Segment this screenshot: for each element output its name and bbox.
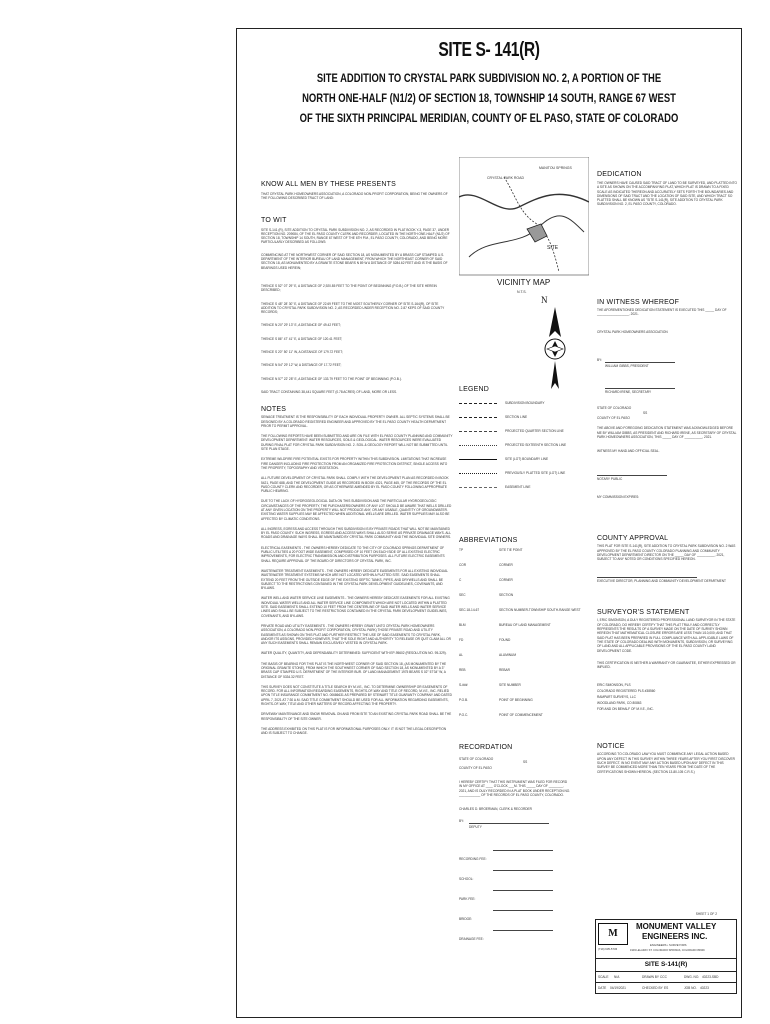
note-12: THE BASIS OF BEARING FOR THIS PLAT IS THE NORTHWEST CORNER OF SAID SECTION 18, (AS MONUMENTED BY THE ORIGINAL GRANITE STONE), FROM WHICH THE SOUTHWEST CORNER OF SAID SECTION 18, AS MONUMENTED BY A 3" BRASS CAP STAMPED U.S. DEPARTMENT OF THE INTERIOR BUR. OF LAND MANAGEMENT 1975 BEARS S 02° 57'34" W, A DISTANCE OF 5334.32 FEET.: [261, 661, 447, 679]
company-sub: ENGINEERS • SURVEYORS: [650, 943, 687, 947]
president-sign-line: [605, 362, 675, 363]
drawn-value: CCC: [660, 975, 667, 979]
sheet-number: SHEET 1 OF 2: [695, 912, 717, 916]
note-11: WATER QUALITY, QUANTITY, AND DEPENDABILITY DETERMINED: SUFFICIENT WITH EP-95602 (RESOLUTION NO. 95-329).: [261, 651, 447, 656]
note-8: WASTEWATER TREATMENT EASEMENTS - THE OWNERS HEREBY DEDICATE EASEMENTS FOR ALL EXISTING INDIVIDUAL WASTEWATER TREATMENT SYSTEMS WHICH ARE NOT LOCATED WITHIN A PLATTED SITE. SAID EASEMENTS SHALL EXTEND 20 FEET FROM THE OUTSIDE EDGE OF THE EXISTING SEPTIC TANKS, PIPES, AND DRYWELLS AND SHALL BE SUBJECT TO THE RESTRICTIONS CONTAINED IN THE CRYSTAL PARK DEVELOPMENT GUIDELINES, COVENANTS, AND BYLAWS.: [261, 568, 448, 591]
surveyor-heading: SURVEYOR'S STATEMENT: [597, 609, 690, 617]
surveyor-line: FOR AND ON BEHALF OF M.V.E., INC.: [597, 707, 654, 712]
county-sign-line: [597, 577, 697, 578]
dwg-value: 40223-SBD: [702, 975, 719, 979]
legend: [459, 386, 599, 499]
map-label-site: SITE: [547, 245, 559, 251]
dedication-text: THE OWNERS HAVE CAUSED SAID TRACT OF LAND TO BE SURVEYED, AND PLATTED INTO A SITE AS SHOWN ON THE ACCOMPANYING PLAT, WHICH PLAT IS DRAWN TO A FIXED SCALE AS INDICATED THEREON AND ACCURATELY SETS FORTH THE BOUNDARIES AND DIMENSIONS OF SAID TRACT AND THE LOCATION OF SAID SITE, AND WHICH TRACT SO PLATTED SHALL BE KNOWN AS "SITE S-141(R), SITE ADDITION TO CRYSTAL PARK SUBDIVISION NO. 2, EL PASO COUNTY, COLORADO.: [597, 181, 737, 207]
abbr-value: CORNER: [499, 578, 513, 582]
fee-row: [459, 867, 571, 885]
vicinity-map-scale: N.T.S.: [517, 290, 527, 294]
rec-clerk: CHARLES D. BROERMAN, CLERK & RECORDER: [459, 807, 532, 812]
note-2: THE FOLLOWING REPORTS HAVE BEEN SUBMITTED AND ARE ON FILE WITH EL PASO COUNTY PLANNING AND COMMUNITY DEVELOPMENT DEPARTMENT: WATER RESOURCES, SOILS & GEOLOGICAL. WATER RESOURCES WERE EVALUATED DURING FINAL PLAT FOR CRYSTAL PARK SUBDIVISION NO. 2. SOIL & GEOLOGY REPORT WILL NOT BE SUBMITTED UNTIL SITE PLAN STAGE.: [261, 434, 453, 452]
call-1: THENCE S 52° 07' 29" E, A DISTANCE OF 2,920.85 FEET TO THE POINT OF BEGINNING (P.O.B.) OF THE SITE HEREIN DESCRIBED;: [261, 283, 437, 293]
abbr-key: FD: [459, 638, 464, 642]
note-5: DUE TO THE LACK OF HYDROGEOLOGICAL DATA ON THIS SUBDIVISION AND THE PARTICULAR HYDROGEOLOGIC CIRCUMSTANCES OF THE PROPERTY, THE PURCHASERS/OWNERS OF ANY LOT SHOULD BE AWARE THAT WELLS DRILLED AT ANY GIVEN LOCATION ON THE PROPERTY WILL NOT PRODUCE ANY, OR ANY USABLE, QUANTITY OF GROUNDWATER. EXISTING WATER SUPPLIES MAY BE AFFECTED WHEN ADDITIONAL WELLS ARE DRILLED. WATER SUPPLIES MAY ALSO BE AFFECTED BY CLIMATIC CONDITIONS.: [261, 499, 452, 521]
legend-label: PROJECTED SIXTEENTH SECTION LINE: [505, 442, 567, 447]
surveyor-cert: THIS CERTIFICATION IS NEITHER A WARRANTY OR GUARANTEE, EITHER EXPRESSED OR IMPLIED.: [597, 660, 736, 670]
plat-subtitle-line-1: SITE ADDITION TO CRYSTAL PARK SUBDIVISION NO. 2, A PORTION OF THE: [316, 73, 662, 85]
ack-state: STATE OF COLORADO: [597, 406, 632, 411]
abbr-key: C: [459, 578, 462, 582]
legend-heading: LEGEND: [459, 386, 489, 393]
left-column: [261, 181, 453, 736]
rec-deputy: DEPUTY: [469, 825, 482, 830]
note-14: DRIVEWAY MAINTENANCE AND SNOW REMOVAL ON AND FROM SITE TO AN EXISTING CRYSTAL PARK ROAD SHALL BE THE RESPONSIBILITY OF THE SITE OWNER.: [261, 712, 452, 721]
ack-ss: SS: [643, 411, 648, 416]
secretary-sign-line: [605, 388, 675, 389]
company-logo-icon: M: [598, 923, 628, 945]
abbr-key: BLM: [459, 623, 466, 627]
legend-swatch: [459, 417, 497, 418]
abbr-value: ALUMINUM: [499, 653, 517, 657]
company-name-1: MONUMENT VALLEY: [636, 922, 717, 931]
note-9: WATER WELL AND WATER SERVICE LINE EASEMENTS - THE OWNERS HEREBY DEDICATE EASEMENTS FOR ALL EXISTING INDIVIDUAL WATER WELLS AND ALL WATER SERVICE LINE COMPONENTS WHICH ARE NOT LOCATED WITHIN A PLATTED SITE. SAID EASEMENTS SHALL EXTEND 10 FEET FROM THE CENTERLINE OF SAID WATER WELLS AND WATER SERVICE LINES AND SHALL BE SUBJECT TO THE RESTRICTIONS CONTAINED IN THE CRYSTAL PARK DEVELOPMENT GUIDELINES, COVENANTS, AND BYLAWS.: [261, 596, 450, 618]
legend-swatch: [459, 445, 497, 446]
abbr-value: FOUND: [499, 638, 511, 642]
drawn-label: DRAWN BY: [642, 975, 660, 979]
legend-item: [459, 455, 589, 465]
legend-item: [459, 483, 589, 493]
notary-label: NOTARY PUBLIC: [597, 477, 623, 482]
rec-text: I HEREBY CERTIFY THAT THIS INSTRUMENT WAS FILED FOR RECORD IN MY OFFICE AT ____ O'CLOCK ___M. THIS _____ DAY OF ________, 2021, AND IS DULY RECORDED IN A PLAT BOOK UNDER RECEPTION NO. ____________ OF THE RECORDS OF EL PASO COUNTY, COLORADO.: [459, 780, 571, 797]
abbr-value: REBAR: [499, 668, 510, 672]
plat-sheet: [236, 28, 742, 1018]
scale-value: N/A: [614, 975, 620, 979]
notice-heading: NOTICE: [597, 743, 625, 751]
legend-label: PROJECTED QUARTER SECTION LINE: [505, 428, 564, 433]
commencing-text: COMMENCING AT THE NORTHWEST CORNER OF SAID SECTION 18, AS MONUMENTED BY A BRASS CAP STAMPED U.S. DEPARTMENT OF THE INTERIOR BUREAU OF LAND MANAGEMENT, FROM WHICH THE NORTHEAST CORNER OF SAID SECTION 18, AS MONUMENTED BY A GRANITE STONE BEARS N 89 W A DISTANCE OF 5284.62 FEET AND IS THE BASIS OF BEARINGS USED HEREIN;: [261, 252, 448, 270]
note-3: EXTREME WILDFIRE FIRE POTENTIAL EXISTS FOR PROPERTY WITHIN THIS SUBDIVISION. LIMITATIONS THAT INCREASE FIRE DANGER INCLUDING FIRE PROTECTION FROM AN ORGANIZED FIRE PROTECTION DISTRICT, SINGLE ACCESS INTO THE PROPERTY, TOPOGRAPHY AND VEGETATION.: [261, 457, 448, 470]
title-row-2: [595, 983, 737, 994]
dedication-heading: DEDICATION: [597, 171, 642, 178]
surveyor-line: COLORADO REGISTERED PLS #38560: [597, 689, 656, 694]
north-arrow-icon: [535, 291, 575, 401]
fee-label: BRIDGE:: [459, 917, 473, 922]
surveyor-line: WOODLAND PARK, CO 80863: [597, 701, 642, 706]
legend-swatch: [459, 431, 497, 432]
company-name-2: ENGINEERS INC.: [642, 932, 708, 941]
abbr-value: BUREAU OF LAND MANAGEMENT: [499, 623, 551, 627]
call-2: THENCE S 48° 28' 30" E, A DISTANCE OF 22.69 FEET TO THE MOST SOUTHERLY CORNER OF SITE S-164(R), OF SITE ADDITION TO CRYSTAL PARK SUBDIVISION NO. 2, AS RECORDED UNDER RECEPTION NO. 2.87 KEPS OF SAID COUNTY RECORDS;: [261, 301, 445, 315]
abbr-key: REB: [459, 668, 466, 672]
note-13: THIS SURVEY DOES NOT CONSTITUTE A TITLE SEARCH BY M.V.E., INC. TO DETERMINE OWNERSHIP OR EASEMENTS OF RECORD. FOR ALL INFORMATION REGARDING EASEMENTS, RIGHTS-OF-WAY AND TITLE OF RECORD, M.V.E., INC. RELIED UPON TITLE INSURANCE COMMITMENT NO. 00686631 AS PREPARED BY STEWART TITLE GUARANTY COMPANY AND DATED APRIL 7, 2021 AT 7:30 A.M. SAID TITLE COMMITMENT SHOULD BE USED FOR ALL INFORMATION REGARDING EASEMENTS, RIGHTS-OF-WAY, TITLE AND OTHER MATTERS OF RECORD AFFECTING THE PROPERTY.: [261, 684, 452, 707]
know-heading: KNOW ALL MEN BY THESE PRESENTS: [261, 181, 397, 188]
county-approval-text: THIS PLAT FOR SITE S-141(R), SITE ADDITION TO CRYSTAL PARK SUBDIVISION NO. 2 WAS APPROVED BY THE EL PASO COUNTY COLORADO PLANNING AND COMMUNITY DEVELOPMENT DEPARTMENT DIRECTOR ON THE _____ DAY OF __________, 2021, SUBJECT TO ANY NOTED OR CONDITIONS SPECIFIED HEREON.: [597, 544, 736, 562]
abbr-key: COR: [459, 563, 467, 567]
abbr-key: SEC: [459, 593, 466, 597]
abbreviations: [459, 537, 599, 748]
legend-item: [459, 413, 589, 423]
scale-label: SCALE: [598, 975, 609, 979]
rec-ss: SS: [523, 760, 528, 764]
company-box: [595, 919, 737, 959]
call-5: THENCE S 20° 50' 11" W, A DISTANCE OF 179.72 FEET;: [261, 350, 343, 355]
date-value: 04/19/2021: [610, 986, 626, 990]
ack-text: THE ABOVE AND FOREGOING DEDICATION STATEMENT WAS ACKNOWLEDGED BEFORE ME BY WILLIAM GIBBS, AS PRESIDENT AND RICHARD IRENE, AS SECRETARY OF CRYSTAL PARK HOMEOWNERS ASSOCIATION, THIS _____ DAY OF __________, 2021.: [597, 426, 737, 439]
abbr-heading: ABBREVIATIONS: [459, 537, 518, 544]
rec-by: BY:: [459, 819, 464, 824]
fee-row: [459, 907, 571, 925]
call-3: THENCE N 20° 29' 13" E, A DISTANCE OF 49.42 FEET;: [261, 323, 341, 328]
witness-hand: WITNESS MY HAND AND OFFICIAL SEAL.: [597, 449, 660, 454]
company-address: 1903 LELARAY ST. COLORADO SPRINGS, COLORADO 80909: [630, 949, 705, 952]
date-label: DATE: [598, 986, 607, 990]
fee-label: SCHOOL:: [459, 877, 474, 882]
fee-label: PARK FEE:: [459, 897, 476, 902]
to-wit-heading: TO WIT: [261, 216, 287, 224]
notary-sign-line: [597, 475, 667, 476]
plat-subtitle-line-2: NORTH ONE-HALF (N1/2) OF SECTION 18, TOWNSHIP 14 SOUTH, RANGE 67 WEST: [302, 93, 676, 105]
abbr-value: POINT OF BEGINNING: [499, 698, 533, 702]
job-label: JOB NO.: [684, 986, 697, 990]
legend-item: [459, 441, 589, 451]
vicinity-map-label: VICINITY MAP: [497, 278, 551, 287]
legend-item: [459, 427, 589, 437]
rec-state: STATE OF COLORADO: [459, 757, 494, 761]
abbr-key: P.O.C.: [459, 713, 469, 717]
dwg-label: DWG. NO.: [684, 975, 700, 979]
north-label: N: [541, 295, 548, 305]
fee-row: [459, 887, 571, 905]
secretary-name: RICHARD IRENE, SECRETARY: [605, 390, 652, 395]
abbr-value: SITE TIE POINT: [499, 548, 523, 552]
job-value: 40223: [700, 986, 709, 990]
witness-text: THE AFOREMENTIONED DEDICATION STATEMENT IS EXECUTED THIS _____ DAY OF __________________, 2021.: [597, 307, 727, 317]
fee-row: [459, 847, 571, 865]
legend-item: [459, 469, 589, 479]
note-15: THE ADDRESS EXHIBITED ON THIS PLAT IS FOR INFORMATIONAL PURPOSES ONLY. IT IS NOT THE LEGAL DESCRIPTION AND IS SUBJECT TO CHANGE.: [261, 726, 447, 736]
fee-row: [459, 927, 571, 945]
notice-text: ACCORDING TO COLORADO LAW YOU MUST COMMENCE ANY LEGAL ACTION BASED UPON ANY DEFECT IN THIS SURVEY WITHIN THREE YEARS AFTER YOU FIRST DISCOVER SUCH DEFECT. IN NO EVENT MAY ANY ACTION BASED UPON ANY DEFECT IN THIS SURVEY BE COMMENCED MORE THAN TEN YEARS FROM THE DATE OF THE CERTIFICATIONS SHOWN HEREON. (SECTION 13-80-105 C.R.S.): [597, 752, 735, 774]
abbr-key: S-###: [459, 683, 468, 687]
vicinity-map: [459, 157, 589, 297]
right-column: [597, 171, 737, 774]
recordation-heading: RECORDATION: [459, 744, 513, 751]
assoc-name: CRYSTAL PARK HOMEOWNERS ASSOCIATION: [597, 330, 668, 335]
legend-swatch: [459, 459, 497, 460]
call-4: THENCE S 86° 47' 41" E, A DISTANCE OF 120.41 FEET;: [261, 336, 343, 341]
note-10: PRIVATE ROAD AND UTILITY EASEMENTS - THE OWNERS HEREBY GRANT UNTO CRYSTAL PARK HOMEOWNERS ASSOCIATION, A COLORADO NON-PROFIT CORPORATION, CRYSTAL PARK) THOSE PRIVATE ROAD AND UTILITY EASEMENTS AS SHOWN ON THIS PLAT AND FURTHER RESTRICT THE USE OF SAID EASEMENTS TO CRYSTAL PARK, AND/OR ITS ASSIGNS, PROVIDED HOWEVER, THAT THE SOLE RIGHT AND AUTHORITY TO RELEASE OR QUIT CLAIM ALL OR ANY SUCH EASEMENTS SHALL REMAIN EXCLUSIVELY VESTED IN CRYSTAL PARK.: [261, 623, 451, 646]
project-name: SITE S-141(R): [595, 959, 737, 972]
title-row-1: [595, 972, 737, 983]
ack-county: COUNTY OF EL PASO: [597, 416, 630, 421]
legend-label: SITE (LOT) BOUNDARY LINE: [505, 456, 549, 461]
checked-label: CHECKED BY: [642, 986, 663, 990]
abbr-value: SITE NUMBER: [499, 683, 521, 687]
call-8: SAID TRACT CONTAINING 38,441 SQUARE FEET (0.78 ACRES) OF LAND, MORE OR LESS.: [261, 389, 397, 394]
rec-county: COUNTY OF EL PASO: [459, 766, 492, 770]
know-text: THAT CRYSTAL PARK HOMEOWNERS ASSOCIATION, A COLORADO NON-PROFIT CORPORATION, BEING THE OWNERS OF THE FOLLOWING DESCRIBED TRACT OF LAND:: [261, 192, 448, 201]
plat-title: SITE S- 141(R): [438, 39, 540, 61]
legend-swatch: [459, 403, 497, 404]
legend-swatch: [459, 487, 497, 488]
map-label-town: MANITOU SPRINGS: [539, 166, 572, 170]
county-approval-heading: COUNTY APPROVAL: [597, 535, 669, 543]
surveyor-line: RAMPART SURVEYS, LLC: [597, 695, 636, 700]
abbr-value: POINT OF COMMENCEMENT: [499, 713, 543, 717]
witness-heading: IN WITNESS WHEREOF: [597, 298, 680, 306]
call-6: THENCE N 54° 29' 12" W, A DISTANCE OF 17.72 FEET;: [261, 363, 342, 368]
legend-label: SUBDIVISION BOUNDARY: [505, 400, 545, 405]
abbr-key: SEC.18-14-67: [459, 608, 480, 612]
notes-heading: NOTES: [261, 406, 287, 414]
surveyor-line: ERIC SIMONSON, PLS: [597, 683, 631, 688]
rec-sign-line: [469, 823, 549, 824]
company-phone: (719) 635-5736: [598, 947, 618, 951]
abbr-key: AL: [459, 653, 463, 657]
president-name: WILLIAM GIBBS, PRESIDENT: [605, 364, 649, 369]
legend-label: PREVIOUSLY PLATTED SITE (LOT) LINE: [505, 470, 566, 475]
map-label-road: CRYSTAL PARK ROAD: [487, 176, 525, 180]
commission-label: MY COMMISSION EXPIRES:: [597, 495, 640, 500]
call-7: THENCE N 57° 22' 28" E, A DISTANCE OF 133.79 FEET TO THE POINT OF BEGINNING (P.O.B.).: [261, 376, 402, 381]
surveyor-block: [597, 683, 737, 711]
title-block: [595, 912, 737, 994]
recordation: [459, 744, 599, 967]
abbr-value: SECTION NUMBER-TOWNSHIP SOUTH-RANGE WEST: [499, 608, 581, 612]
legend-label: SECTION LINE: [505, 414, 528, 419]
abbr-value: CORNER: [499, 563, 513, 567]
fee-label: DRAINAGE FEE:: [459, 937, 484, 942]
surveyor-text: I, ERIC SIMONSON, A DULY REGISTERED PROFESSIONAL LAND SURVEYOR IN THE STATE OF COLORADO, DO HEREBY CERTIFY THAT THIS PLAT TRULY AND CORRECTLY REPRESENTS THE RESULTS OF A SURVEY MADE ON THE DATE OF SURVEY SHOWN HEREON THAT MATHEMATICAL CLOSURE ERRORS ARE LESS THAN 1/10,000; AND THAT SAID PLAT HAS BEEN PREPARED IN FULL COMPLIANCE WITH ALL APPLICABLE LAWS OF THE STATE OF COLORADO DEALING WITH MONUMENTS, SUBDIVISION, OR SURVEYING OF LAND AND ALL APPLICABLE PROVISIONS OF THE EL PASO COUNTY LAND DEVELOPMENT CODE.: [597, 618, 736, 653]
fee-label: RECORDING FEE:: [459, 857, 487, 862]
to-wit-text: SITE S-141 (R), SITE ADDITION TO CRYSTAL PARK SUBDIVISION NO. 2, AS RECORDED IN PLAT BOOK Y-3, PAGE 37, UNDER RECEPTION NO. 209084, OF THE EL PASO COUNTY CLERK AND RECORDER, LOCATED IN THE NORTH ONE-HALF (N1/2) OF SECTION 18, TOWNSHIP 14 SOUTH, RANGE 67 WEST OF THE 6TH P.M., EL PASO COUNTY, COLORADO, AND BEING MORE PARTICULARLY DESCRIBED AS FOLLOWS:: [261, 227, 450, 245]
note-4: ALL FUTURE DEVELOPMENT OF CRYSTAL PARK SHALL COMPLY WITH THE DEVELOPMENT PLAN AS RECORDED IN BOOK 5421, PAGE 688, AND THE DEVELOPMENT GUIDE AS RECORDED IN BOOK 4321, PAGE 465, OF THE RECORDS OF THE EL PASO COUNTY CLERK AND RECORDER, OR AS OTHERWISE AMENDED BY EL PASO COUNTY FOLLOWING APPROPRIATE PUBLIC HEARING.: [261, 476, 449, 494]
plat-subtitle-line-3: OF THE SIXTH PRINCIPAL MERIDIAN, COUNTY OF EL PASO, STATE OF COLORADO: [299, 113, 679, 125]
county-sig-label: EXECUTIVE DIRECTOR, PLANNING AND COMMUNITY DEVELOPMENT DEPARTMENT: [597, 579, 726, 584]
abbr-key: P.O.B.: [459, 698, 468, 702]
note-7: ELECTRICAL EASEMENTS - THE OWNERS HEREBY DEDICATE TO THE CITY OF COLORADO SPRINGS DEPARTMENT OF PUBLIC UTILITIES A 20 FOOT WIDE EASEMENT, COMPRISED OF 10 FEET ON EACH SIDE OF ALL EXISTING ELECTRIC IMPROVEMENTS, FOR ELECTRIC TRANSMISSION AND DISTRIBUTION PURPOSES. ALL FUTURE ELECTRIC EASEMENTS SHALL REQUIRE APPROVAL OF THE BOARD OF DIRECTORS OF CRYSTAL PARK, INC.: [261, 545, 445, 563]
president-by: BY:: [597, 358, 602, 363]
note-6: ALL INGRESS, EGRESS AND ACCESS THROUGH THIS SUBDIVISION IS BY PRIVATE ROADS THAT WILL NOT BE MAINTAINED BY EL PASO COUNTY. SUCH INGRESS, EGRESS AND ACCESS WAYS SHALL ALSO SERVE AS PRIVATE DRAINAGE WAYS. ALL ROADS AND DRAINAGE WAYS SHALL BE MAINTAINED BY CRYSTAL PARK COMMUNITY AND THE INDIVIDUAL SITE OWNERS.: [261, 526, 451, 540]
note-1: SEWAGE TREATMENT IS THE RESPONSIBILITY OF EACH INDIVIDUAL PROPERTY OWNER. ALL SEPTIC SYSTEMS SHALL BE DESIGNED BY A COLORADO REGISTERED ENGINEER AND APPROVED BY THE EL PASO COUNTY HEALTH DEPARTMENT PRIOR TO PERMIT APPROVAL.: [261, 415, 450, 428]
legend-swatch: [459, 473, 497, 474]
legend-item: [459, 399, 589, 409]
checked-value: ES: [664, 986, 669, 990]
legend-label: EASEMENT LINE: [505, 484, 531, 489]
abbr-key: TP: [459, 548, 464, 552]
abbr-value: SECTION: [499, 593, 514, 597]
